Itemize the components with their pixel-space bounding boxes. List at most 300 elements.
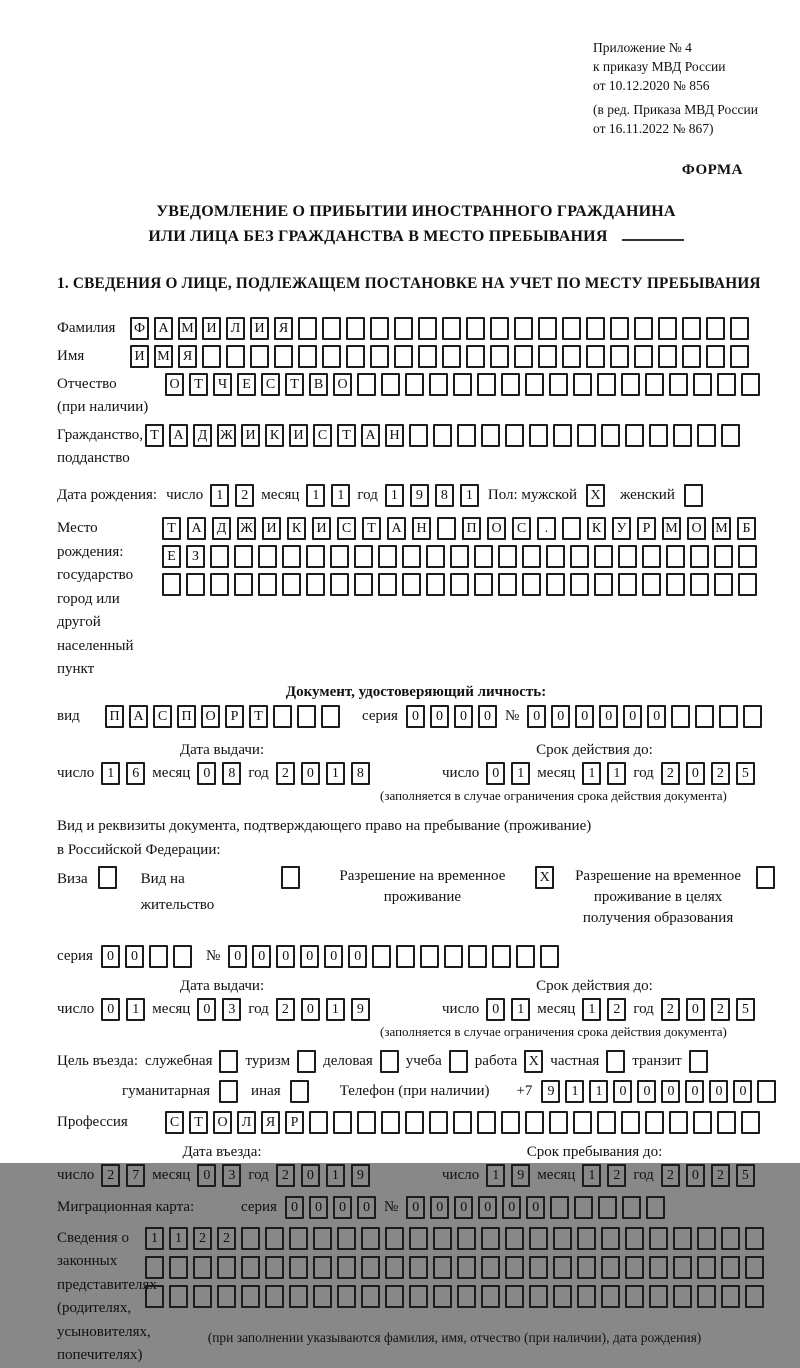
char-cell[interactable] <box>658 317 677 340</box>
char-cell[interactable]: Ж <box>237 517 256 540</box>
char-cell[interactable] <box>361 1256 380 1279</box>
char-cell[interactable] <box>217 1256 236 1279</box>
char-cell[interactable] <box>450 573 469 596</box>
char-cell[interactable] <box>402 573 421 596</box>
char-cell[interactable] <box>669 373 688 396</box>
char-cell[interactable]: 0 <box>454 705 473 728</box>
char-cell[interactable] <box>226 345 245 368</box>
char-cell[interactable]: А <box>187 517 206 540</box>
char-cell[interactable]: 0 <box>324 945 343 968</box>
char-cell[interactable]: З <box>186 545 205 568</box>
char-cell[interactable]: 9 <box>410 484 429 507</box>
char-cell[interactable] <box>468 945 487 968</box>
char-cell[interactable] <box>514 317 533 340</box>
char-cell[interactable] <box>298 345 317 368</box>
char-cell[interactable]: 0 <box>125 945 144 968</box>
char-cell[interactable] <box>426 573 445 596</box>
char-cell[interactable] <box>420 945 439 968</box>
char-cell[interactable]: 0 <box>197 998 216 1021</box>
char-cell[interactable]: 1 <box>565 1080 584 1103</box>
char-cell[interactable]: Р <box>285 1111 304 1134</box>
char-cell[interactable] <box>298 317 317 340</box>
char-cell[interactable] <box>457 424 476 447</box>
char-cell[interactable] <box>621 373 640 396</box>
char-cell[interactable]: 2 <box>711 762 730 785</box>
char-cell[interactable] <box>741 1111 760 1134</box>
char-cell[interactable] <box>433 1285 452 1308</box>
char-cell[interactable] <box>610 345 629 368</box>
char-cell[interactable] <box>337 1256 356 1279</box>
char-cell[interactable] <box>98 866 117 889</box>
char-cell[interactable]: Л <box>237 1111 256 1134</box>
char-cell[interactable]: М <box>712 517 731 540</box>
char-cell[interactable] <box>529 424 548 447</box>
char-cell[interactable] <box>481 1256 500 1279</box>
char-cell[interactable] <box>490 317 509 340</box>
char-cell[interactable] <box>265 1227 284 1250</box>
char-cell[interactable]: 0 <box>686 762 705 785</box>
char-cell[interactable] <box>433 1227 452 1250</box>
char-cell[interactable] <box>573 1111 592 1134</box>
char-cell[interactable] <box>169 1285 188 1308</box>
char-cell[interactable]: 2 <box>711 998 730 1021</box>
char-cell[interactable] <box>394 317 413 340</box>
char-cell[interactable]: 2 <box>661 998 680 1021</box>
char-cell[interactable] <box>522 573 541 596</box>
char-cell[interactable]: А <box>361 424 380 447</box>
char-cell[interactable]: Л <box>226 317 245 340</box>
char-cell[interactable]: 0 <box>486 998 505 1021</box>
char-cell[interactable]: 2 <box>711 1164 730 1187</box>
char-cell[interactable] <box>234 545 253 568</box>
char-cell[interactable]: 0 <box>613 1080 632 1103</box>
char-cell[interactable] <box>361 1285 380 1308</box>
char-cell[interactable]: Т <box>285 373 304 396</box>
char-cell[interactable] <box>381 373 400 396</box>
char-cell[interactable] <box>529 1285 548 1308</box>
char-cell[interactable]: К <box>265 424 284 447</box>
char-cell[interactable]: И <box>241 424 260 447</box>
char-cell[interactable] <box>714 573 733 596</box>
char-cell[interactable]: О <box>213 1111 232 1134</box>
char-cell[interactable]: А <box>154 317 173 340</box>
char-cell[interactable] <box>322 345 341 368</box>
char-cell[interactable]: 1 <box>582 998 601 1021</box>
char-cell[interactable]: 0 <box>686 1164 705 1187</box>
char-cell[interactable] <box>601 1227 620 1250</box>
char-cell[interactable]: 0 <box>333 1196 352 1219</box>
char-cell[interactable] <box>380 1050 399 1073</box>
char-cell[interactable] <box>193 1256 212 1279</box>
char-cell[interactable] <box>217 1285 236 1308</box>
char-cell[interactable] <box>273 705 292 728</box>
char-cell[interactable] <box>721 1227 740 1250</box>
char-cell[interactable] <box>522 545 541 568</box>
char-cell[interactable]: С <box>337 517 356 540</box>
char-cell[interactable] <box>597 1111 616 1134</box>
char-cell[interactable] <box>741 373 760 396</box>
char-cell[interactable] <box>297 705 316 728</box>
char-cell[interactable] <box>453 373 472 396</box>
char-cell[interactable] <box>466 317 485 340</box>
char-cell[interactable]: 0 <box>406 1196 425 1219</box>
char-cell[interactable] <box>695 705 714 728</box>
char-cell[interactable]: 0 <box>300 945 319 968</box>
char-cell[interactable]: А <box>387 517 406 540</box>
char-cell[interactable] <box>525 1111 544 1134</box>
char-cell[interactable]: И <box>289 424 308 447</box>
char-cell[interactable] <box>258 573 277 596</box>
char-cell[interactable]: 0 <box>637 1080 656 1103</box>
char-cell[interactable] <box>570 573 589 596</box>
char-cell[interactable]: Д <box>193 424 212 447</box>
char-cell[interactable]: 1 <box>306 484 325 507</box>
char-cell[interactable]: 0 <box>285 1196 304 1219</box>
char-cell[interactable]: 1 <box>460 484 479 507</box>
char-cell[interactable] <box>457 1285 476 1308</box>
char-cell[interactable] <box>697 1256 716 1279</box>
char-cell[interactable] <box>697 1227 716 1250</box>
char-cell[interactable]: 3 <box>222 998 241 1021</box>
char-cell[interactable]: С <box>153 705 172 728</box>
char-cell[interactable]: Т <box>337 424 356 447</box>
char-cell[interactable] <box>186 573 205 596</box>
char-cell[interactable]: 0 <box>526 1196 545 1219</box>
char-cell[interactable] <box>433 1256 452 1279</box>
char-cell[interactable]: Н <box>412 517 431 540</box>
char-cell[interactable] <box>409 1256 428 1279</box>
char-cell[interactable] <box>717 373 736 396</box>
char-cell[interactable] <box>429 1111 448 1134</box>
char-cell[interactable] <box>444 945 463 968</box>
char-cell[interactable]: 6 <box>126 762 145 785</box>
char-cell[interactable]: 8 <box>222 762 241 785</box>
char-cell[interactable] <box>586 345 605 368</box>
char-cell[interactable] <box>282 573 301 596</box>
char-cell[interactable]: 2 <box>661 762 680 785</box>
char-cell[interactable]: 0 <box>197 1164 216 1187</box>
char-cell[interactable] <box>505 424 524 447</box>
char-cell[interactable] <box>553 424 572 447</box>
char-cell[interactable]: 0 <box>733 1080 752 1103</box>
char-cell[interactable]: Я <box>261 1111 280 1134</box>
char-cell[interactable] <box>516 945 535 968</box>
char-cell[interactable] <box>162 573 181 596</box>
char-cell[interactable] <box>290 1080 309 1103</box>
char-cell[interactable] <box>625 1256 644 1279</box>
char-cell[interactable]: 0 <box>709 1080 728 1103</box>
char-cell[interactable]: 0 <box>252 945 271 968</box>
char-cell[interactable] <box>642 573 661 596</box>
char-cell[interactable] <box>743 705 762 728</box>
char-cell[interactable] <box>202 345 221 368</box>
char-cell[interactable]: Н <box>385 424 404 447</box>
char-cell[interactable] <box>409 424 428 447</box>
char-cell[interactable]: 8 <box>351 762 370 785</box>
char-cell[interactable] <box>666 545 685 568</box>
char-cell[interactable] <box>474 545 493 568</box>
char-cell[interactable] <box>449 1050 468 1073</box>
char-cell[interactable]: Т <box>145 424 164 447</box>
char-cell[interactable] <box>313 1227 332 1250</box>
char-cell[interactable] <box>442 317 461 340</box>
char-cell[interactable] <box>250 345 269 368</box>
char-cell[interactable] <box>418 345 437 368</box>
char-cell[interactable] <box>757 1080 776 1103</box>
char-cell[interactable] <box>457 1227 476 1250</box>
char-cell[interactable] <box>553 1285 572 1308</box>
char-cell[interactable] <box>381 1111 400 1134</box>
char-cell[interactable]: 0 <box>478 705 497 728</box>
char-cell[interactable] <box>625 1227 644 1250</box>
char-cell[interactable] <box>601 1256 620 1279</box>
char-cell[interactable] <box>546 573 565 596</box>
char-cell[interactable]: 9 <box>511 1164 530 1187</box>
char-cell[interactable]: 1 <box>511 998 530 1021</box>
char-cell[interactable] <box>241 1285 260 1308</box>
char-cell[interactable] <box>546 545 565 568</box>
char-cell[interactable] <box>529 1256 548 1279</box>
char-cell[interactable] <box>693 1111 712 1134</box>
char-cell[interactable] <box>429 373 448 396</box>
char-cell[interactable] <box>481 1285 500 1308</box>
char-cell[interactable]: Ф <box>130 317 149 340</box>
char-cell[interactable]: 9 <box>351 1164 370 1187</box>
char-cell[interactable] <box>562 517 581 540</box>
char-cell[interactable]: 1 <box>486 1164 505 1187</box>
char-cell[interactable] <box>337 1227 356 1250</box>
char-cell[interactable] <box>453 1111 472 1134</box>
char-cell[interactable] <box>219 1080 238 1103</box>
char-cell[interactable] <box>577 1256 596 1279</box>
char-cell[interactable]: Т <box>362 517 381 540</box>
char-cell[interactable] <box>690 573 709 596</box>
char-cell[interactable]: Т <box>249 705 268 728</box>
char-cell[interactable] <box>610 317 629 340</box>
char-cell[interactable]: 8 <box>435 484 454 507</box>
char-cell[interactable]: И <box>312 517 331 540</box>
char-cell[interactable] <box>173 945 192 968</box>
char-cell[interactable] <box>490 345 509 368</box>
char-cell[interactable] <box>577 1285 596 1308</box>
char-cell[interactable] <box>625 424 644 447</box>
char-cell[interactable] <box>658 345 677 368</box>
char-cell[interactable] <box>738 545 757 568</box>
char-cell[interactable] <box>649 1227 668 1250</box>
char-cell[interactable]: 2 <box>276 1164 295 1187</box>
char-cell[interactable]: 1 <box>210 484 229 507</box>
char-cell[interactable]: Я <box>274 317 293 340</box>
char-cell[interactable]: И <box>262 517 281 540</box>
char-cell[interactable] <box>646 1196 665 1219</box>
char-cell[interactable] <box>346 317 365 340</box>
char-cell[interactable] <box>649 424 668 447</box>
char-cell[interactable] <box>505 1285 524 1308</box>
char-cell[interactable]: Т <box>162 517 181 540</box>
char-cell[interactable] <box>442 345 461 368</box>
char-cell[interactable] <box>426 545 445 568</box>
char-cell[interactable] <box>501 1111 520 1134</box>
char-cell[interactable] <box>730 345 749 368</box>
char-cell[interactable] <box>706 345 725 368</box>
char-cell[interactable] <box>481 424 500 447</box>
char-cell[interactable] <box>282 545 301 568</box>
char-cell[interactable] <box>385 1285 404 1308</box>
char-cell[interactable]: А <box>129 705 148 728</box>
char-cell[interactable]: И <box>130 345 149 368</box>
char-cell[interactable] <box>219 1050 238 1073</box>
char-cell[interactable] <box>481 1227 500 1250</box>
char-cell[interactable]: 9 <box>351 998 370 1021</box>
char-cell[interactable] <box>354 573 373 596</box>
char-cell[interactable]: У <box>612 517 631 540</box>
char-cell[interactable] <box>673 1227 692 1250</box>
char-cell[interactable]: 2 <box>101 1164 120 1187</box>
char-cell[interactable]: П <box>177 705 196 728</box>
char-cell[interactable] <box>396 945 415 968</box>
char-cell[interactable]: 0 <box>101 998 120 1021</box>
char-cell[interactable]: С <box>512 517 531 540</box>
char-cell[interactable]: И <box>250 317 269 340</box>
char-cell[interactable]: 1 <box>331 484 350 507</box>
char-cell[interactable]: 0 <box>430 1196 449 1219</box>
char-cell[interactable] <box>450 545 469 568</box>
char-cell[interactable]: 0 <box>661 1080 680 1103</box>
char-cell[interactable] <box>673 1256 692 1279</box>
char-cell[interactable] <box>553 1227 572 1250</box>
char-cell[interactable] <box>457 1256 476 1279</box>
char-cell[interactable]: 0 <box>685 1080 704 1103</box>
char-cell[interactable]: 0 <box>502 1196 521 1219</box>
char-cell[interactable] <box>337 1285 356 1308</box>
char-cell[interactable]: Б <box>737 517 756 540</box>
char-cell[interactable] <box>346 345 365 368</box>
char-cell[interactable] <box>690 545 709 568</box>
char-cell[interactable] <box>321 705 340 728</box>
char-cell[interactable]: 0 <box>527 705 546 728</box>
char-cell[interactable] <box>721 1256 740 1279</box>
char-cell[interactable] <box>501 373 520 396</box>
char-cell[interactable]: В <box>309 373 328 396</box>
char-cell[interactable]: 0 <box>301 1164 320 1187</box>
char-cell[interactable]: 0 <box>309 1196 328 1219</box>
char-cell[interactable]: Т <box>189 1111 208 1134</box>
char-cell[interactable]: 1 <box>589 1080 608 1103</box>
char-cell[interactable] <box>385 1256 404 1279</box>
char-cell[interactable]: С <box>261 373 280 396</box>
char-cell[interactable] <box>621 1111 640 1134</box>
char-cell[interactable] <box>265 1256 284 1279</box>
char-cell[interactable] <box>313 1256 332 1279</box>
char-cell[interactable] <box>577 424 596 447</box>
char-cell[interactable] <box>385 1227 404 1250</box>
char-cell[interactable]: 1 <box>326 762 345 785</box>
char-cell[interactable]: 2 <box>276 998 295 1021</box>
char-cell[interactable]: 0 <box>599 705 618 728</box>
char-cell[interactable]: 0 <box>197 762 216 785</box>
char-cell[interactable]: 0 <box>301 762 320 785</box>
char-cell[interactable]: М <box>154 345 173 368</box>
char-cell[interactable] <box>322 317 341 340</box>
char-cell[interactable] <box>169 1256 188 1279</box>
char-cell[interactable] <box>549 1111 568 1134</box>
char-cell[interactable]: 0 <box>686 998 705 1021</box>
char-cell[interactable] <box>149 945 168 968</box>
char-cell[interactable] <box>378 545 397 568</box>
char-cell[interactable]: 5 <box>736 998 755 1021</box>
char-cell[interactable]: О <box>333 373 352 396</box>
char-cell[interactable] <box>721 424 740 447</box>
char-cell[interactable] <box>594 545 613 568</box>
char-cell[interactable] <box>234 573 253 596</box>
char-cell[interactable]: Ж <box>217 424 236 447</box>
char-cell[interactable] <box>297 1050 316 1073</box>
char-cell[interactable]: К <box>287 517 306 540</box>
char-cell[interactable]: 0 <box>575 705 594 728</box>
char-cell[interactable] <box>405 1111 424 1134</box>
char-cell[interactable] <box>697 1285 716 1308</box>
char-cell[interactable] <box>492 945 511 968</box>
char-cell[interactable] <box>361 1227 380 1250</box>
char-cell[interactable]: Т <box>189 373 208 396</box>
char-cell[interactable] <box>684 484 703 507</box>
char-cell[interactable] <box>402 545 421 568</box>
char-cell[interactable] <box>673 424 692 447</box>
char-cell[interactable]: И <box>202 317 221 340</box>
char-cell[interactable]: 2 <box>235 484 254 507</box>
char-cell[interactable] <box>738 573 757 596</box>
char-cell[interactable] <box>642 545 661 568</box>
char-cell[interactable]: X <box>586 484 605 507</box>
char-cell[interactable] <box>306 545 325 568</box>
char-cell[interactable] <box>357 373 376 396</box>
char-cell[interactable] <box>574 1196 593 1219</box>
char-cell[interactable]: 5 <box>736 762 755 785</box>
char-cell[interactable] <box>333 1111 352 1134</box>
char-cell[interactable]: 0 <box>478 1196 497 1219</box>
char-cell[interactable] <box>649 1285 668 1308</box>
char-cell[interactable] <box>538 345 557 368</box>
char-cell[interactable] <box>714 545 733 568</box>
char-cell[interactable]: К <box>587 517 606 540</box>
char-cell[interactable]: 0 <box>348 945 367 968</box>
char-cell[interactable] <box>618 545 637 568</box>
char-cell[interactable]: Р <box>637 517 656 540</box>
char-cell[interactable] <box>645 1111 664 1134</box>
char-cell[interactable]: Е <box>237 373 256 396</box>
char-cell[interactable] <box>756 866 775 889</box>
char-cell[interactable]: Ч <box>213 373 232 396</box>
char-cell[interactable]: С <box>313 424 332 447</box>
char-cell[interactable]: 1 <box>582 1164 601 1187</box>
char-cell[interactable] <box>514 345 533 368</box>
char-cell[interactable]: 0 <box>486 762 505 785</box>
char-cell[interactable]: П <box>462 517 481 540</box>
char-cell[interactable] <box>289 1227 308 1250</box>
char-cell[interactable]: Р <box>225 705 244 728</box>
char-cell[interactable] <box>553 1256 572 1279</box>
char-cell[interactable] <box>193 1285 212 1308</box>
char-cell[interactable] <box>477 373 496 396</box>
char-cell[interactable] <box>498 545 517 568</box>
char-cell[interactable] <box>505 1227 524 1250</box>
char-cell[interactable] <box>645 373 664 396</box>
char-cell[interactable] <box>309 1111 328 1134</box>
char-cell[interactable]: 1 <box>511 762 530 785</box>
char-cell[interactable] <box>538 317 557 340</box>
char-cell[interactable]: X <box>524 1050 543 1073</box>
char-cell[interactable] <box>498 573 517 596</box>
